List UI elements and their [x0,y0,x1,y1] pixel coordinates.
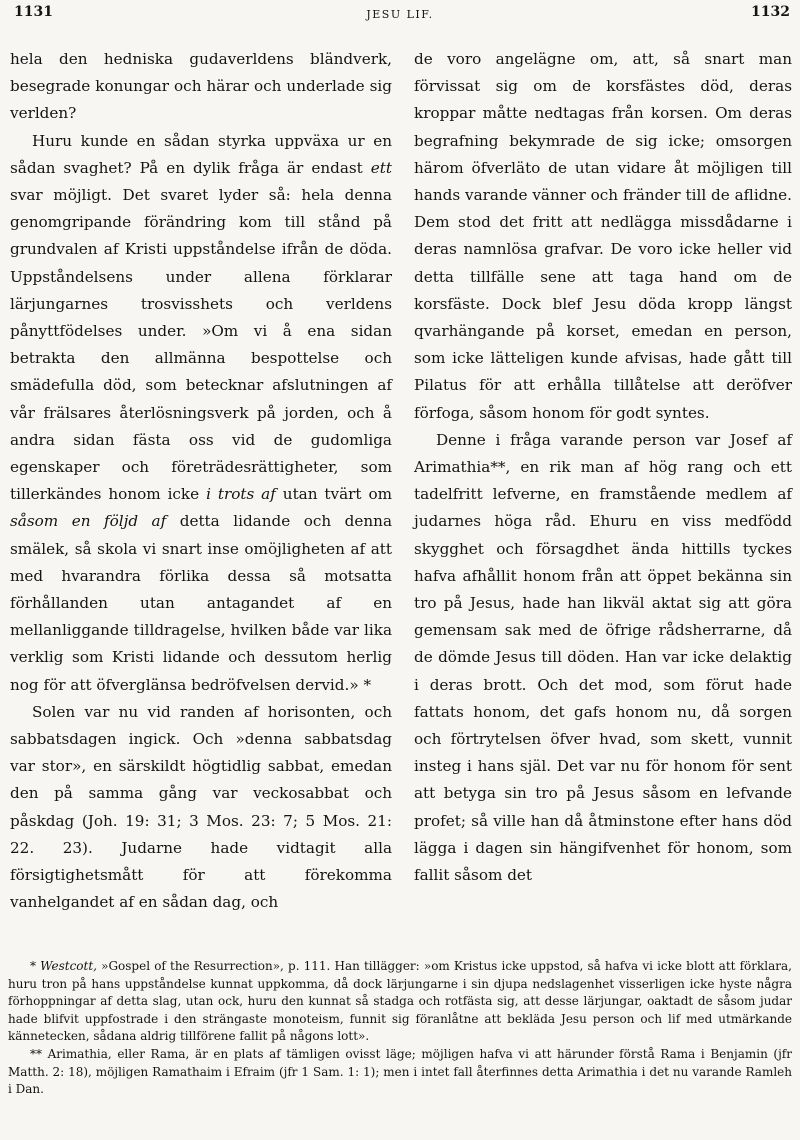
text-run: Huru kunde en sådan styrka uppväxa ur en sådan svaghet? På en dylik fråga är endast [10,131,392,177]
left-paragraph-1: hela den hedniska gudaverldens bländverk, besegrade konungar och härar och underlade sig verlden? [10,50,392,123]
text-run: detta lidande och denna smälek, så skola vi snart inse omöjligheten af att med hvarandra förlika dessa så motsatta förhållanden utan antagandet af en mellanliggande tilldragelse, hvilken både var lika verklig som Kristi lidande och dessutom herlig nog för att öfverglänsa bedröfvelsen dervid.» * [10,512,392,694]
emphasis: i trots af [206,485,276,504]
text-run: svar möjligt. Det svaret lyder så: hela denna genomgripande förändring kom till stånd på grundvalen af Kristi uppståndelse ifrån de döda. Uppståndelsens under allena förklarar lärjungarnes trosvisshets och verldens pånyttfödelses under. »Om vi å ena sidan betrakta den allmänna bespottelse och smädefulla död, som betecknar afslutningen af vår frälsares återlösningsverk på jorden, och å andra sidan fästa oss vid de gudomliga egenskaper och företrädesrättigheter, som tillerkändes honom icke [10,186,392,504]
left-paragraph-3: Solen var nu vid randen af horisonten, och sabbatsdagen ingick. Och »denna sabbatsdag var stor», en särskildt högtidlig sabbat, emedan den på samma gång var veckosabbat och påskdag (Joh. 19: 31; 3 Mos. 23: 7; 5 Mos. 21: 22. 23). Judarne hade vidtagit alla försigtighetsmått för att förekomma vanhelgandet af en sådan dag, och [10,702,392,912]
footnote-author: Westcott, [40,959,97,973]
emphasis: ett [370,158,392,177]
footnote-mark: * [30,959,41,973]
running-title: JESU LIF. [366,8,434,21]
left-page-number: 1131 [14,4,53,20]
emphasis: såsom en följd af [10,512,167,531]
footnote-text: »Gospel of the Resurrection», p. 111. Han tillägger: »om Kristus icke uppstod, så hafva vi icke blott att förklara, huru tron på hans uppståndelse kunnat uppkomma, då dock lärjungarne i sin djupa nedslagenhet visserligen icke hyste några förhoppningar af detta slag, utan ock, huru den kunnat så stadga och rotfästa sig, att desse lärjungar, oaktadt de såsom judar hade blifvit uppfostrade i den strängaste monoteism, funnit sig föranlåtne att bekläda Jesu person och lif med utmärkande kännetecken, sådana aldrig tillförene fallit på någons lott». [8,959,792,1044]
left-paragraph-2 [10,128,392,699]
right-paragraph-1: de voro angelägne om, att, så snart man förvissat sig om de korsfästes död, deras kroppar måtte nedtagas från korsen. Om deras begrafning bekymrade de sig icke; omsorgen härom öfverläto de utan vidare åt möjligen till hands varande vänner och fränder till de aflidne. Dem stod det fritt att nedlägga missdådarne i deras namnlösa grafvar. De voro icke heller vid detta tillfälle sene att taga hand om de korsfäste. Dock blef Jesu döda kropp längst qvarhängande på korset, emedan en person, som icke lätteligen kunde afvisas, hade gått till Pilatus för att erhålla tillåtelse att deröfver förfoga, såsom honom för godt syntes. [414,50,792,422]
right-page-number: 1132 [751,4,790,20]
footnotes [8,958,792,1099]
footnote-1 [8,958,792,1046]
footnote-2: ** Arimathia, eller Rama, är en plats af tämligen ovisst läge; möjligen hafva vi att härunder förstå Rama i Benjamin (jfr Matth. 2: 18), möjligen Ramathaim i Efraim (jfr 1 Sam. 1: 1); men i intet fall återfinnes detta Arimathia i det nu varande Ramleh i Dan. [8,1046,792,1097]
right-paragraph-2: Denne i fråga varande person var Josef af Arimathia**, en rik man af hög rang och ett tadelfritt lefverne, en framstående medlem af judarnes höga råd. Ehuru en viss medfödd skygghet och försagdhet ända hittills tyckes hafva afhållit honom från att öppet bekänna sin tro på Jesus, hade han likväl aktat sig att göra gemensam sak med de öfrige rådsherrarne, då de dömde Jesus till döden. Han var icke delaktig i deras brott. Och det mod, som förut hade fattats honom, det gafs honom nu, då sorgen och förtrytelsen öfver hvad, som skett, vunnit insteg i hans själ. Det var nu för honom för sent att betyga sin tro på Jesus såsom en lefvande profet; så ville han då åtminstone efter hans död lägga i dagen sin hängifvenhet för honom, som fallit såsom det [414,430,792,885]
text-run: utan tvärt om [275,485,393,504]
right-column [414,46,792,889]
left-column [10,46,392,917]
